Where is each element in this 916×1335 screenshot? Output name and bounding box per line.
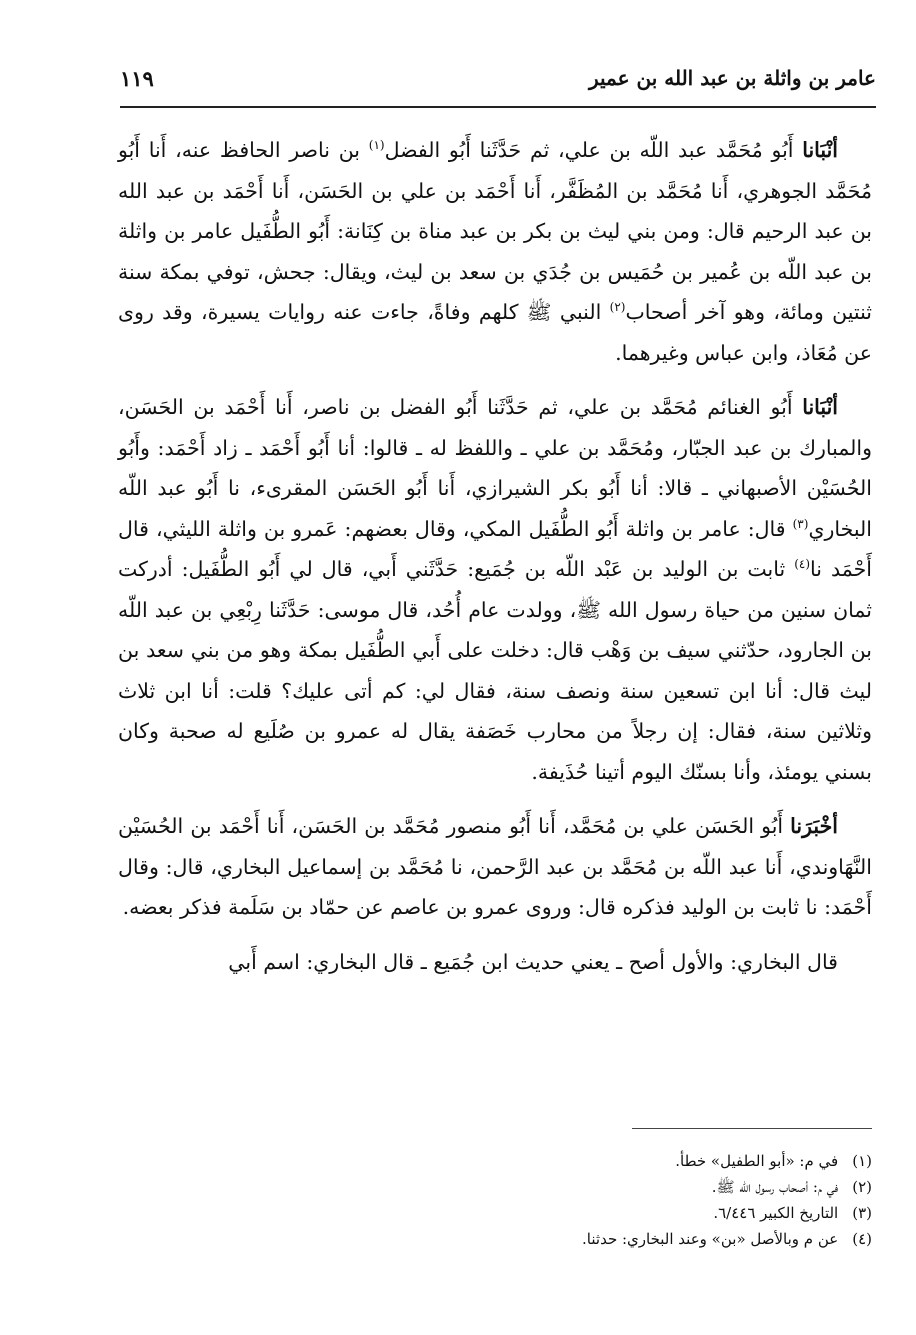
footnote-text: في م: أصحاب رسول الله ﷺ. [711,1178,839,1196]
page-number: ١١٩ [120,66,154,91]
footnote-text: في م: «أبو الطفيل» خطأ. [675,1152,839,1170]
paragraph-text: أَبُو الغنائم مُحَمَّد بن علي، ثم حَدَّثَنا أَبُو الفضل بن ناصر، أَنا أَحْمَد بن الحَسَن، والمبارك بن عبد الجبّار، ومُحَمَّد بن علي ـ واللفظ له ـ قالوا: أنا أَبُو أَحْمَد ـ زاد أَحْمَد: وأَبُو الحُسَيْن الأصبهاني ـ قالا: أنا أَبُو بكر الشيرازي، أَنا أَبُو الحَسَن المقرىء، نا أَبُو عبد اللّه البخاري [118,395,872,541]
paragraph-4 [118,942,872,983]
page-header [120,64,876,104]
footnote [118,1174,872,1200]
narration-keyword: أنْبَانا [802,138,839,162]
footnote [118,1148,872,1174]
paragraph-text: قال: عامر بن واثلة أَبُو الطُّفَيل المكي، وقال بعضهم: عَمرو بن واثلة الليثي، قال أَحْمَد نا [118,516,872,581]
paragraph-text: قال البخاري: والأول أصح ـ يعني حديث ابن جُمَيع ـ قال البخاري: اسم أَبي [228,949,838,974]
paragraph-2 [118,387,872,792]
paragraph-text: ثابت بن الوليد بن عَبْد اللّه بن جُمَيع: حَدَّثَني أَبي، قال لي أَبُو الطُّفَيل: أدركت ثمان سنين من حياة رسول الله ﷺ، وولدت عام أُحُد، قال موسى: حَدَّثَنا رِبْعِي بن عبد اللّه بن الجارود، حدّثني سيف بن وَهْب قال: دخلت على أَبي الطُّفَيل بمكة وهو من بني سعد بن ليث قال: أنا ابن تسعين سنة ونصف سنة، فقال لي: كم أتى عليك؟ قلت: أنا ابن ثلاث وثلاثين سنة، فقال: إن رجلاً من محارب خَصَفة يقال له عمرو بن صُلَيع له صحبة وكان بسني يومئذ، وأنا بسنّك اليوم أتينا حُذَيفة. [118,557,872,784]
footnote-number: (١) [852,1152,872,1170]
footnote [118,1200,872,1226]
narration-keyword: أخْبَرَنا [790,814,838,838]
footnote-number: (٣) [852,1204,872,1222]
paragraph-text: بن ناصر الحافظ عنه، أَنا أَبُو مُحَمَّد الجوهري، أَنا مُحَمَّد بن المُظَفَّر، أَنا أَحْمَد بن علي بن الحَسَن، أَنا أَحْمَد بن عبد الله بن عبد الرحيم قال: ومن بني ليث بن بكر بن عبد مناة بن كِنَانة: أَبُو الطُّفَيل عامر بن واثلة بن عبد اللّه بن عُمير بن حُمَيس بن جُدَي بن سعد بن ليث، ويقال: جحش، توفي بمكة سنة ثنتين ومائة، وهو آخر أصحاب [118,138,873,324]
footnote-rule [632,1128,872,1129]
footnote-text: التاريخ الكبير ٦/٤٤٦. [713,1204,839,1222]
footnote-number: (٢) [852,1178,872,1196]
header-rule [120,106,876,108]
footnote-text: عن م وبالأصل «بن» وعند البخاري: حدثنا. [582,1230,839,1248]
paragraph-3 [118,806,872,928]
paragraph-text: أَبُو مُحَمَّد عبد اللّه بن علي، ثم حَدَّثَنا أَبُو الفضل [384,138,803,162]
footnotes [118,1148,872,1252]
paragraph-text: أَبُو الحَسَن علي بن مُحَمَّد، أَنا أَبُو منصور مُحَمَّد بن الحَسَن، أَنا أَحْمَد بن الحُسَيْن النَّهَاوندي، أَنا عبد اللّه بن مُحَمَّد بن عبد الرَّحمن، نا مُحَمَّد بن إسماعيل البخاري، قال: وقال أَحْمَد: نا ثابت بن الوليد فذكره قال: وروى عمرو بن عاصم عن حمّاد بن سَلَمة فذكر بعضه. [118,814,872,919]
footnote-number: (٤) [852,1230,872,1248]
footnote-ref: (٤) [794,557,811,572]
paragraph-text: النبي ﷺ كلهم وفاةً، جاءت عنه روايات يسيرة، وقد روى عن مُعَاذ، وابن عباس وغيرهما. [118,300,872,365]
main-text [118,130,872,982]
paragraph-1 [118,130,872,373]
footnote-ref: (١) [368,138,385,153]
narration-keyword: أنْبَانا [802,395,838,419]
footnote-ref: (٢) [609,300,626,315]
running-title: عامر بن واثلة بن عبد الله بن عمير [588,66,876,90]
footnote [118,1226,872,1252]
footnote-ref: (٣) [792,516,809,531]
